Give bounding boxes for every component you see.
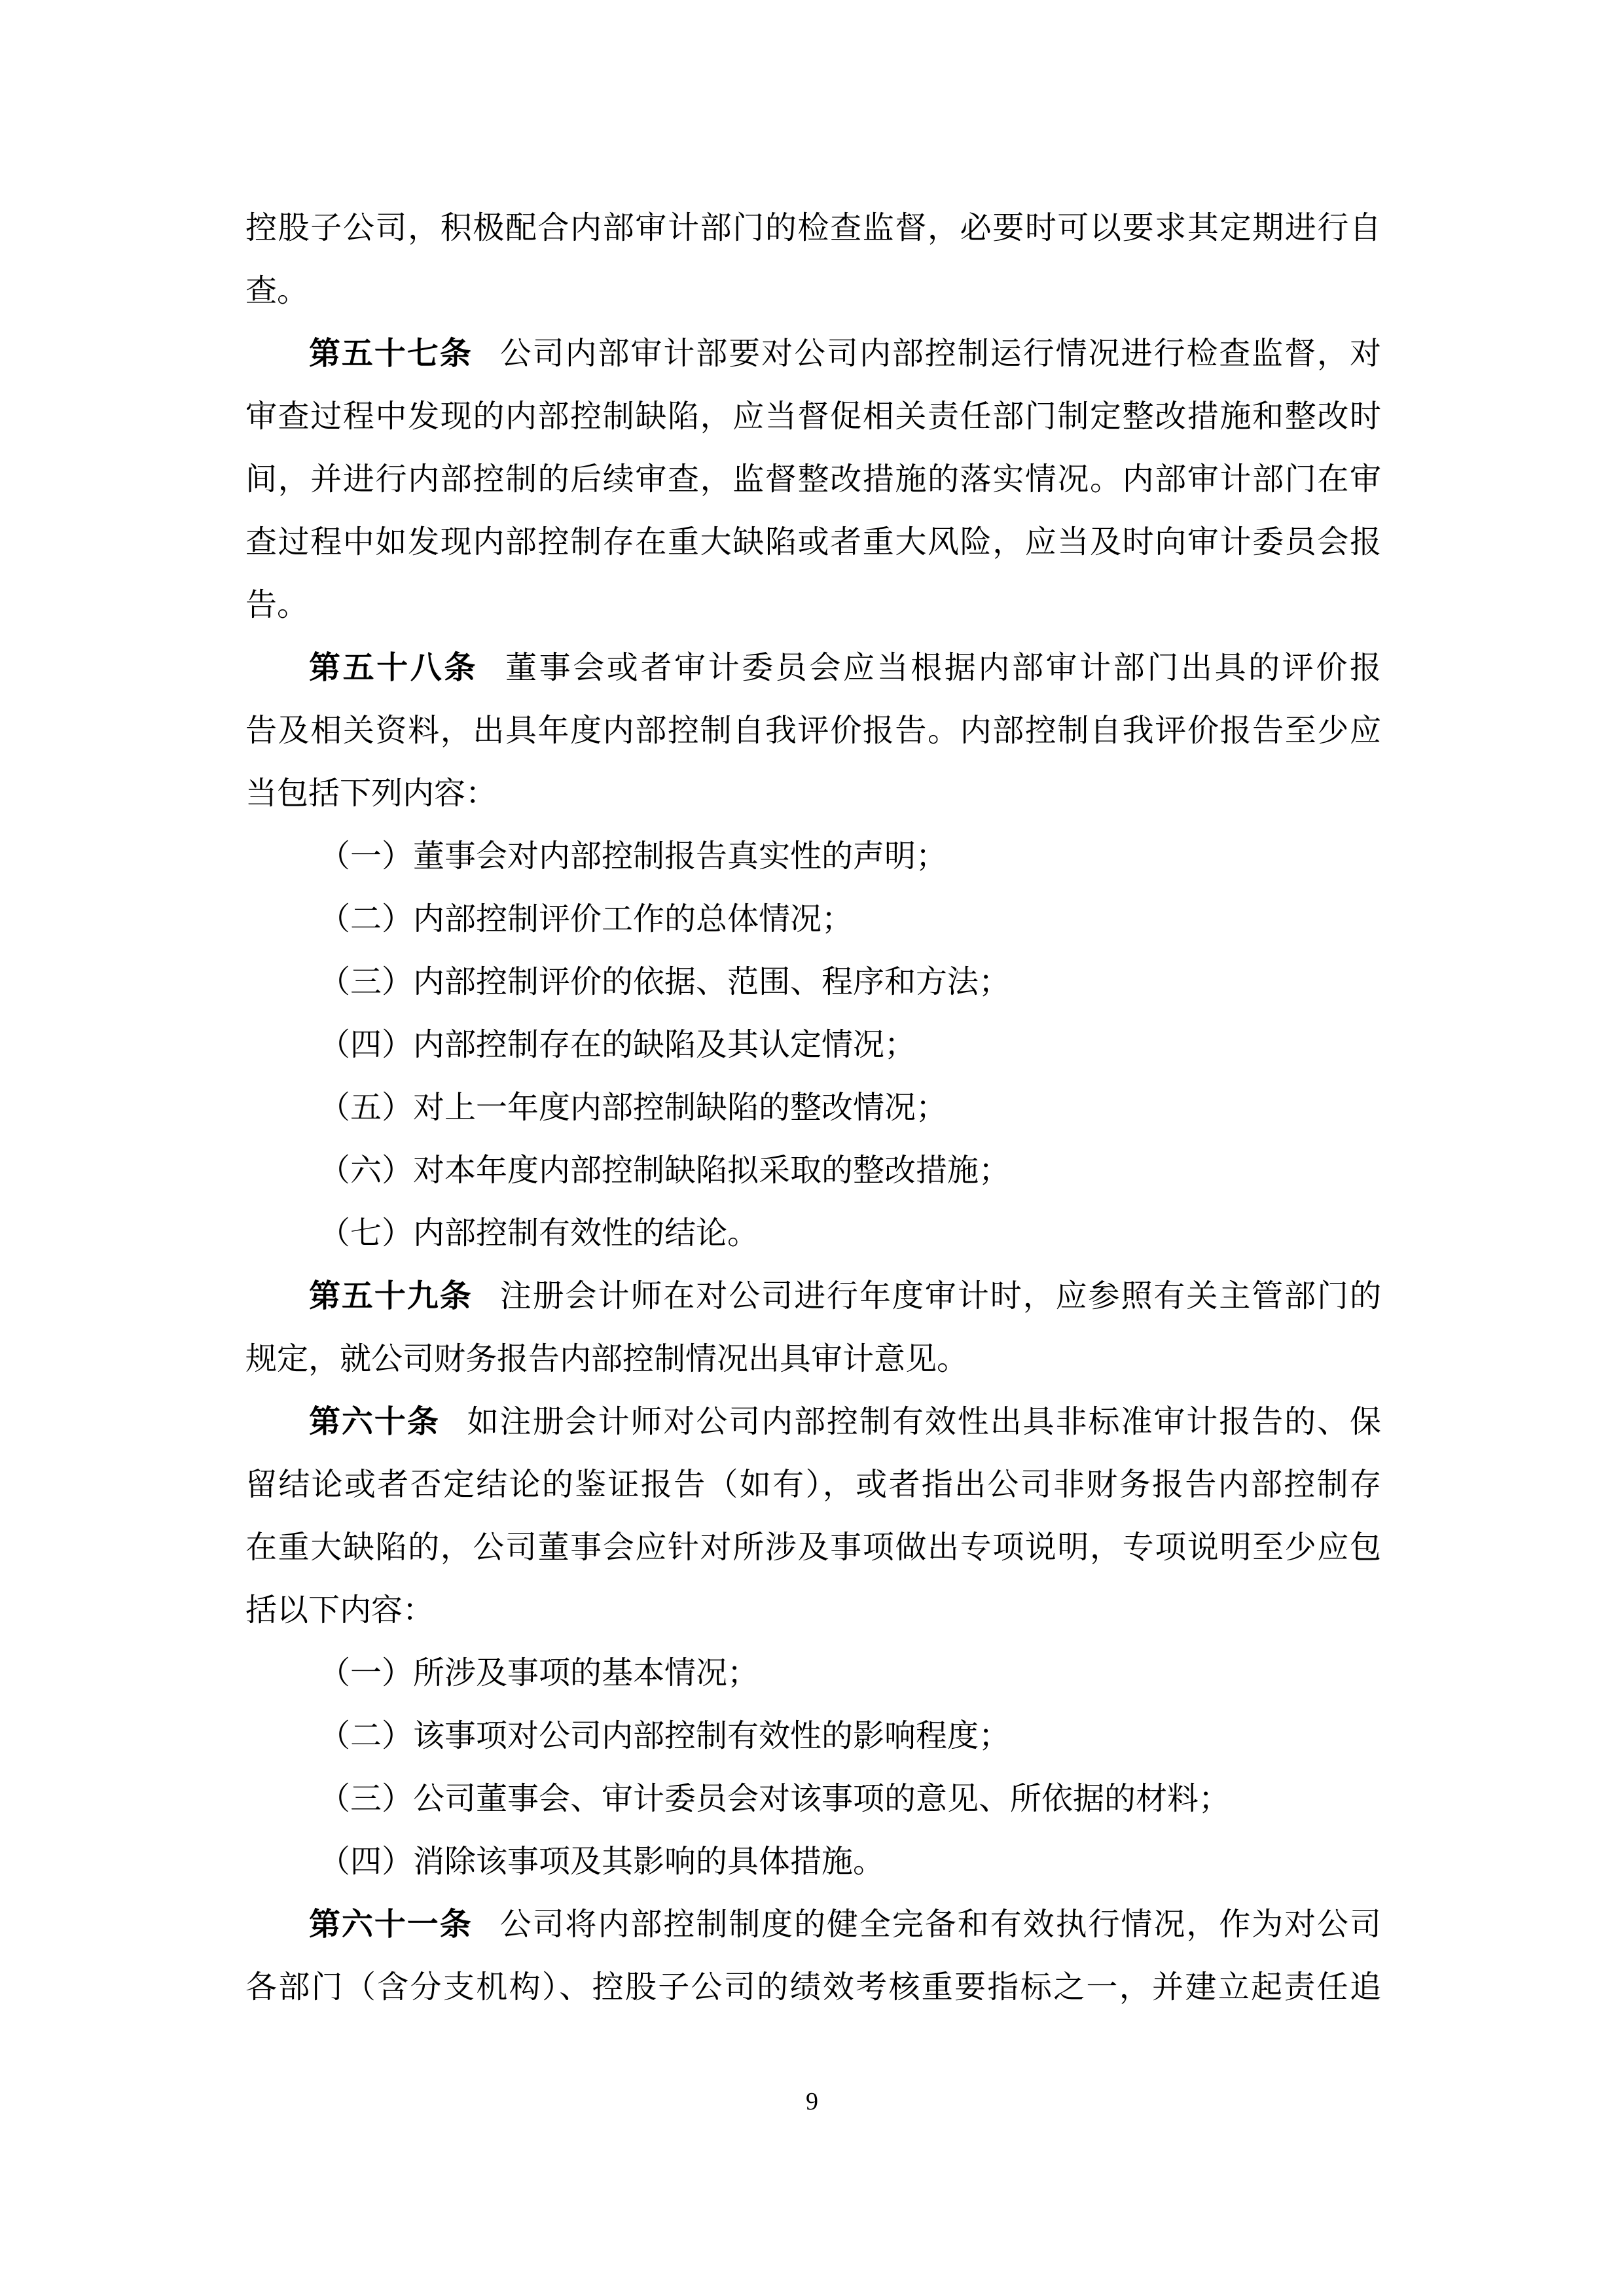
body-text-line: 各部门（含分支机构）、控股子公司的绩效考核重要指标之一，并建立起责任追 bbox=[245, 1969, 1381, 2005]
body-text-line: 告及相关资料，出具年度内部控制自我评价报告。内部控制自我评价报告至少应 bbox=[245, 712, 1381, 749]
list-item: （三）公司董事会、审计委员会对该事项的意见、所依据的材料； bbox=[319, 1780, 1231, 1817]
paragraph-last-line: 括以下内容： bbox=[245, 1592, 435, 1628]
paragraph-last-line: 规定，就公司财务报告内部控制情况出具审计意见。 bbox=[245, 1340, 969, 1377]
body-text-line: 审查过程中发现的内部控制缺陷，应当督促相关责任部门制定整改措施和整改时 bbox=[245, 398, 1381, 435]
list-item: （三）内部控制评价的依据、范围、程序和方法； bbox=[319, 963, 1011, 1000]
article-number: 第五十九条 bbox=[309, 1278, 473, 1314]
paragraph-last-line: 当包括下列内容： bbox=[245, 775, 497, 812]
list-item: （四）内部控制存在的缺陷及其认定情况； bbox=[319, 1026, 916, 1063]
paragraph-last-line: 查。 bbox=[245, 272, 309, 309]
page-number: 9 bbox=[806, 2088, 818, 2115]
article-first-line bbox=[245, 636, 1381, 699]
list-item: （二）内部控制评价工作的总体情况； bbox=[319, 901, 854, 937]
article-text: 公司将内部控制制度的健全完备和有效执行情况，作为对公司 bbox=[499, 1906, 1381, 1943]
article-number: 第五十七条 bbox=[309, 335, 473, 372]
article-first-line bbox=[245, 1390, 1381, 1453]
article-number: 第六十条 bbox=[309, 1403, 440, 1440]
article-first-line bbox=[245, 322, 1381, 385]
article-text: 注册会计师在对公司进行年度审计时，应参照有关主管部门的 bbox=[499, 1278, 1381, 1314]
list-item: （一）董事会对内部控制报告真实性的声明； bbox=[319, 838, 948, 874]
article-first-line bbox=[245, 1265, 1381, 1327]
list-item: （六）对本年度内部控制缺陷拟采取的整改措施； bbox=[319, 1152, 1011, 1189]
body-text-line: 查过程中如发现内部控制存在重大缺陷或者重大风险，应当及时向审计委员会报 bbox=[245, 524, 1381, 560]
list-item: （二）该事项对公司内部控制有效性的影响程度； bbox=[319, 1717, 1011, 1754]
body-text-line: 间，并进行内部控制的后续审查，监督整改措施的落实情况。内部审计部门在审 bbox=[245, 461, 1381, 497]
body-text-line: 留结论或者否定结论的鉴证报告（如有），或者指出公司非财务报告内部控制存 bbox=[245, 1466, 1381, 1503]
list-item: （一）所涉及事项的基本情况； bbox=[319, 1655, 759, 1691]
list-item: （七）内部控制有效性的结论。 bbox=[319, 1215, 759, 1251]
article-number: 第五十八条 bbox=[309, 649, 478, 686]
list-item: （四）消除该事项及其影响的具体措施。 bbox=[319, 1843, 885, 1880]
list-item: （五）对上一年度内部控制缺陷的整改情况； bbox=[319, 1089, 948, 1126]
paragraph-last-line: 告。 bbox=[245, 586, 309, 623]
article-number: 第六十一条 bbox=[309, 1906, 473, 1943]
document-body bbox=[245, 196, 1381, 2018]
article-first-line bbox=[245, 1893, 1381, 1956]
body-text-line: 在重大缺陷的，公司董事会应针对所涉及事项做出专项说明，专项说明至少应包 bbox=[245, 1529, 1381, 1566]
body-text-line: 控股子公司，积极配合内部审计部门的检查监督，必要时可以要求其定期进行自 bbox=[245, 209, 1381, 246]
article-text: 如注册会计师对公司内部控制有效性出具非标准审计报告的、保 bbox=[467, 1403, 1381, 1440]
article-text: 董事会或者审计委员会应当根据内部审计部门出具的评价报 bbox=[505, 649, 1381, 686]
article-text: 公司内部审计部要对公司内部控制运行情况进行检查监督，对 bbox=[499, 335, 1381, 372]
